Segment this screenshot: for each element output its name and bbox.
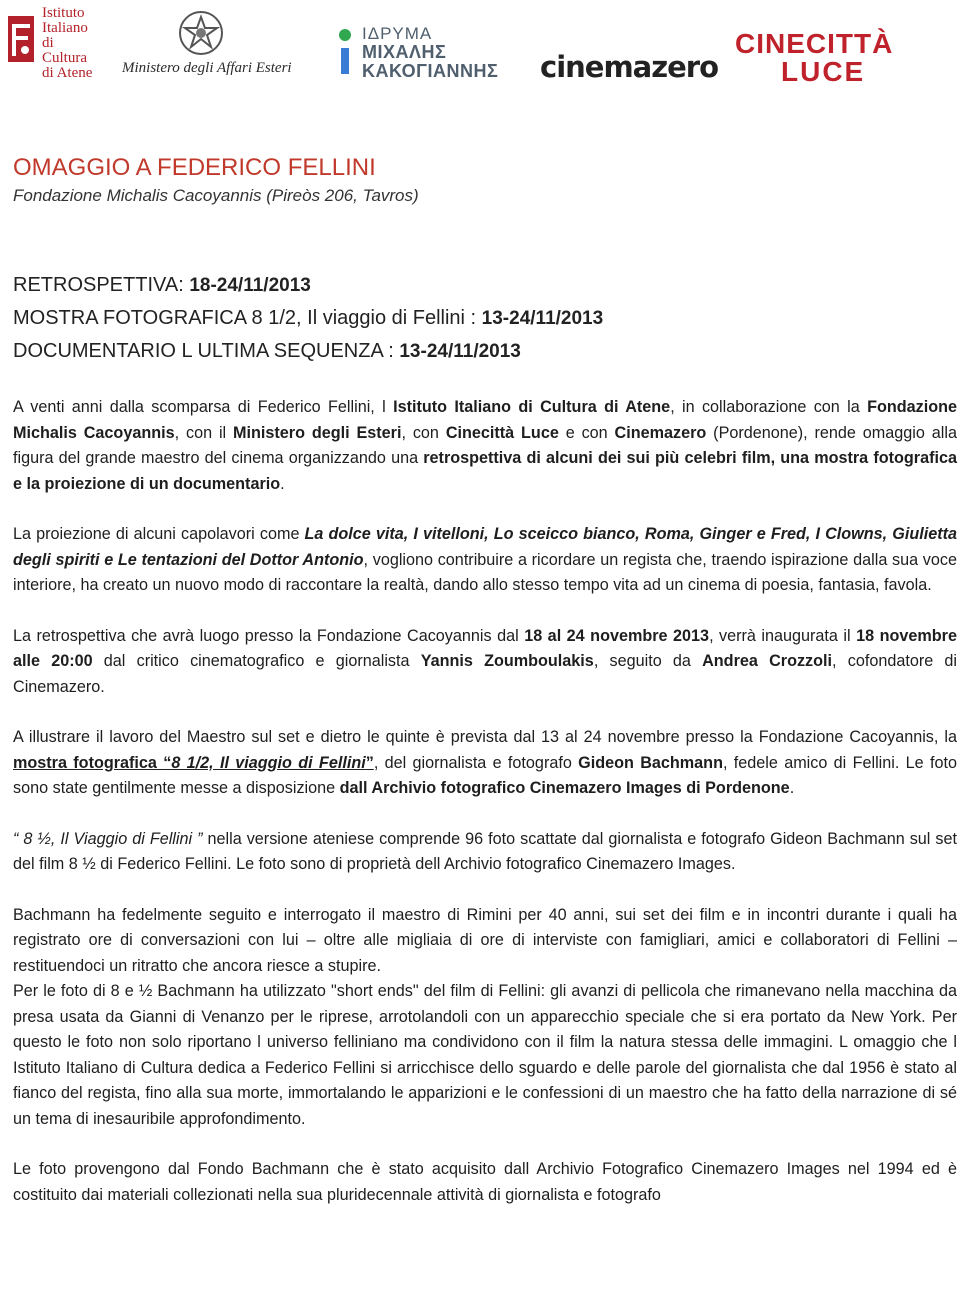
text-bold: 18 novembre alle 20:00 [13, 626, 957, 670]
istituto-line: Italiano [42, 20, 88, 36]
text: , con [401, 423, 446, 442]
event-item [13, 302, 957, 335]
idryma-line: ΚΑΚΟΓΙΑΝΝΗΣ [362, 61, 499, 81]
ministero-logo-text: Ministero degli Affari Esteri [122, 60, 292, 76]
istituto-line: di [42, 35, 54, 51]
paragraph-films [13, 522, 957, 599]
text: e con [558, 423, 615, 442]
text-bold: Yannis Zoumboulakis [420, 652, 594, 670]
text: La proiezione di alcuni capolavori come [13, 525, 305, 543]
cinemazero-logo: cinemazero [540, 50, 719, 84]
idryma-dots-icon [336, 26, 354, 78]
text: dal critico cinematografico e giornalista [92, 652, 421, 670]
text: A illustrare il lavoro del Maestro sul set e dietro le quinte è prevista dal 13 al 24 novembre presso la Fondazione Cacoyannis, la [13, 728, 957, 746]
text: , con il [174, 423, 234, 442]
text-bold: Istituto Italiano di Cultura di Atene [393, 398, 671, 416]
paragraph-fondo: Le foto provengono dal Fondo Bachmann che è stato acquisito dall Archivio Fotografico Cinemazero Images nel 1994 ed è costituito dai materiali collezionati nella sua pluridecennale attività di giornalista e fotografo [13, 1160, 957, 1204]
text: . [789, 779, 795, 797]
istituto-line: di Atene [42, 65, 93, 81]
text-bold: retrospettiva di alcuni dei sui più celebri film, una mostra fotografica e la proiezione di un documentario [13, 449, 957, 493]
paragraph-retrospective [13, 624, 957, 701]
paragraph-short-ends: Per le foto di 8 e ½ Bachmann ha utilizzato "short ends" del film di Fellini: gli avanzi di pellicola che rimanevano nella macchina da presa usata da Gianni di Venanzo per le riprese, arrotolandoli con un apparecchio speciale che si era portato da New York. Per questo le foto non solo riportano l universo felliniano ma condividono con il film la natura stessa delle immagini. L omaggio che l Istituto Italiano di Cultura dedica a Federico Fellini si arricchisce dello sguardo e delle parole del giornalista che dal 1956 è stato al fianco del regista, fino alla sua morte, immortalando le apparizioni e le confessioni di un maestro che ha fatto della narrazione di sé un tema di inesauribile approfondimento. [13, 982, 957, 1128]
istituto-logo [6, 6, 96, 82]
cinecitta-line: CINECITTÀ [735, 28, 894, 59]
text: , seguito da [593, 652, 703, 670]
idryma-logo [362, 24, 498, 81]
text: . [280, 474, 285, 493]
event-date: 18-24/11/2013 [189, 275, 311, 296]
idryma-line: ΜΙΧΑΛΗΣ [362, 42, 447, 62]
text: , fedele amico di Fellini. Le foto sono state gentilmente messe a disposizione [13, 753, 957, 797]
text-bold-underline: mostra fotografica [13, 753, 157, 772]
text-bold-italic: La dolce vita, I vitelloni, Lo sceicco bianco, Roma, Ginger e Fred, I Clowns, Giulietta degli spiriti e Le tentazioni del Dottor Antonio [13, 525, 957, 569]
text: , verrà inaugurata il [709, 626, 857, 645]
logo-bar [0, 0, 960, 100]
text: , cofondatore di Cinemazero. [13, 652, 958, 696]
istituto-line: Istituto [42, 5, 85, 21]
cinecitta-luce-logo [735, 30, 893, 86]
paragraph-exhibition: A illustrare il lavoro del Maestro sul set e dietro le quinte è prevista dal 13 al 24 novembre presso la Fondazione Cacoyannis, la mostra fotografica “8 1/2, Il viaggio di Fellini”, del giornalista e fotografo Gideon Bachmann, fedele amico di Fellini. Le foto sono state gentilmente messe a disposizione dall Archivio fotografico Cinemazero Images di Pordenone. [13, 728, 957, 797]
text-bold: 18 al 24 novembre 2013 [524, 626, 710, 645]
republic-emblem-icon [176, 8, 226, 58]
text-bold: Andrea Crozzoli [702, 652, 833, 670]
text-bold: dall Archivio fotografico Cinemazero Images di Pordenone [339, 779, 790, 797]
text: nella versione ateniese comprende 96 foto scattate dal giornalista e fotografo Gideon Bachmann sul set del film 8 ½ di Federico Fellini. Le foto sono di proprietà dell Archivio fotografico Cinemazero Images. [13, 829, 957, 873]
text-bold: Cinecittà Luce [445, 423, 559, 442]
event-list [13, 269, 957, 368]
luce-line: LUCE [781, 56, 866, 87]
text: A venti anni dalla scomparsa di Federico Fellini, l [13, 398, 394, 416]
event-item [13, 335, 957, 368]
istituto-line: Cultura [42, 50, 87, 66]
text-bold: Cinemazero [614, 423, 707, 442]
text: , del giornalista e fotografo [373, 753, 579, 772]
paragraph-photos: “ 8 ½, Il Viaggio di Fellini ” nella versione ateniese comprende 96 foto scattate dal giornalista e fotografo Gideon Bachmann sul set del film 8 ½ di Federico Fellini. Le foto sono di proprietà dell Archivio fotografico Cinemazero Images. [13, 829, 957, 873]
text-bold-italic-underline: 8 1/2, Il viaggio di Fellini [171, 753, 366, 772]
document-body [13, 153, 957, 1208]
page-title: OMAGGIO A FEDERICO FELLINI [13, 154, 376, 181]
text-bold: Fondazione Michalis Cacoyannis [13, 398, 958, 442]
text-italic: 8 ½, Il Viaggio di Fellini [18, 829, 198, 848]
paragraph-intro [13, 395, 957, 497]
text: La retrospettiva che avrà luogo presso la Fondazione Cacoyannis dal [13, 626, 525, 645]
event-date: 13-24/11/2013 [481, 308, 604, 329]
text: , vogliono contribuire a ricordare un regista che, traendo ispirazione dalla sua voce interiore, ha creato un nuovo modo di raccontare la realtà, dando allo stesso tempo vita ad un cinema di poesia, fantasia, favola. [13, 550, 957, 594]
event-label: MOSTRA FOTOGRAFICA 8 1/2, Il viaggio di Fellini : [13, 307, 482, 329]
event-item [13, 269, 957, 302]
event-date: 13-24/11/2013 [399, 341, 521, 362]
idryma-line: ΙΔΡΥΜΑ [362, 24, 433, 43]
event-label: RETROSPETTIVA: [13, 274, 190, 296]
page-subtitle: Fondazione Michalis Cacoyannis (Pireòs 206, Tavros) [13, 186, 419, 205]
paragraph-bachmann: Bachmann ha fedelmente seguito e interrogato il maestro di Rimini per 40 anni, sui set dei film e in incontri durante i quali ha registrato ore di conversazioni con lui – oltre alle migliaia di ore di interviste con famigliari, amici e collaboratori di Fellini – restituendoci un ritratto che ancora riesce a stupire. [13, 905, 957, 975]
text-bold: Ministero degli Esteri [233, 423, 402, 442]
text: , in collaborazione con la [670, 398, 868, 416]
event-label: DOCUMENTARIO L ULTIMA SEQUENZA : [13, 340, 400, 362]
istituto-emblem-icon [6, 12, 38, 66]
text: (Pordenone), rende omaggio alla figura del grande maestro del cinema organizzando una [13, 423, 957, 467]
text-bold: Gideon Bachmann [578, 753, 723, 772]
